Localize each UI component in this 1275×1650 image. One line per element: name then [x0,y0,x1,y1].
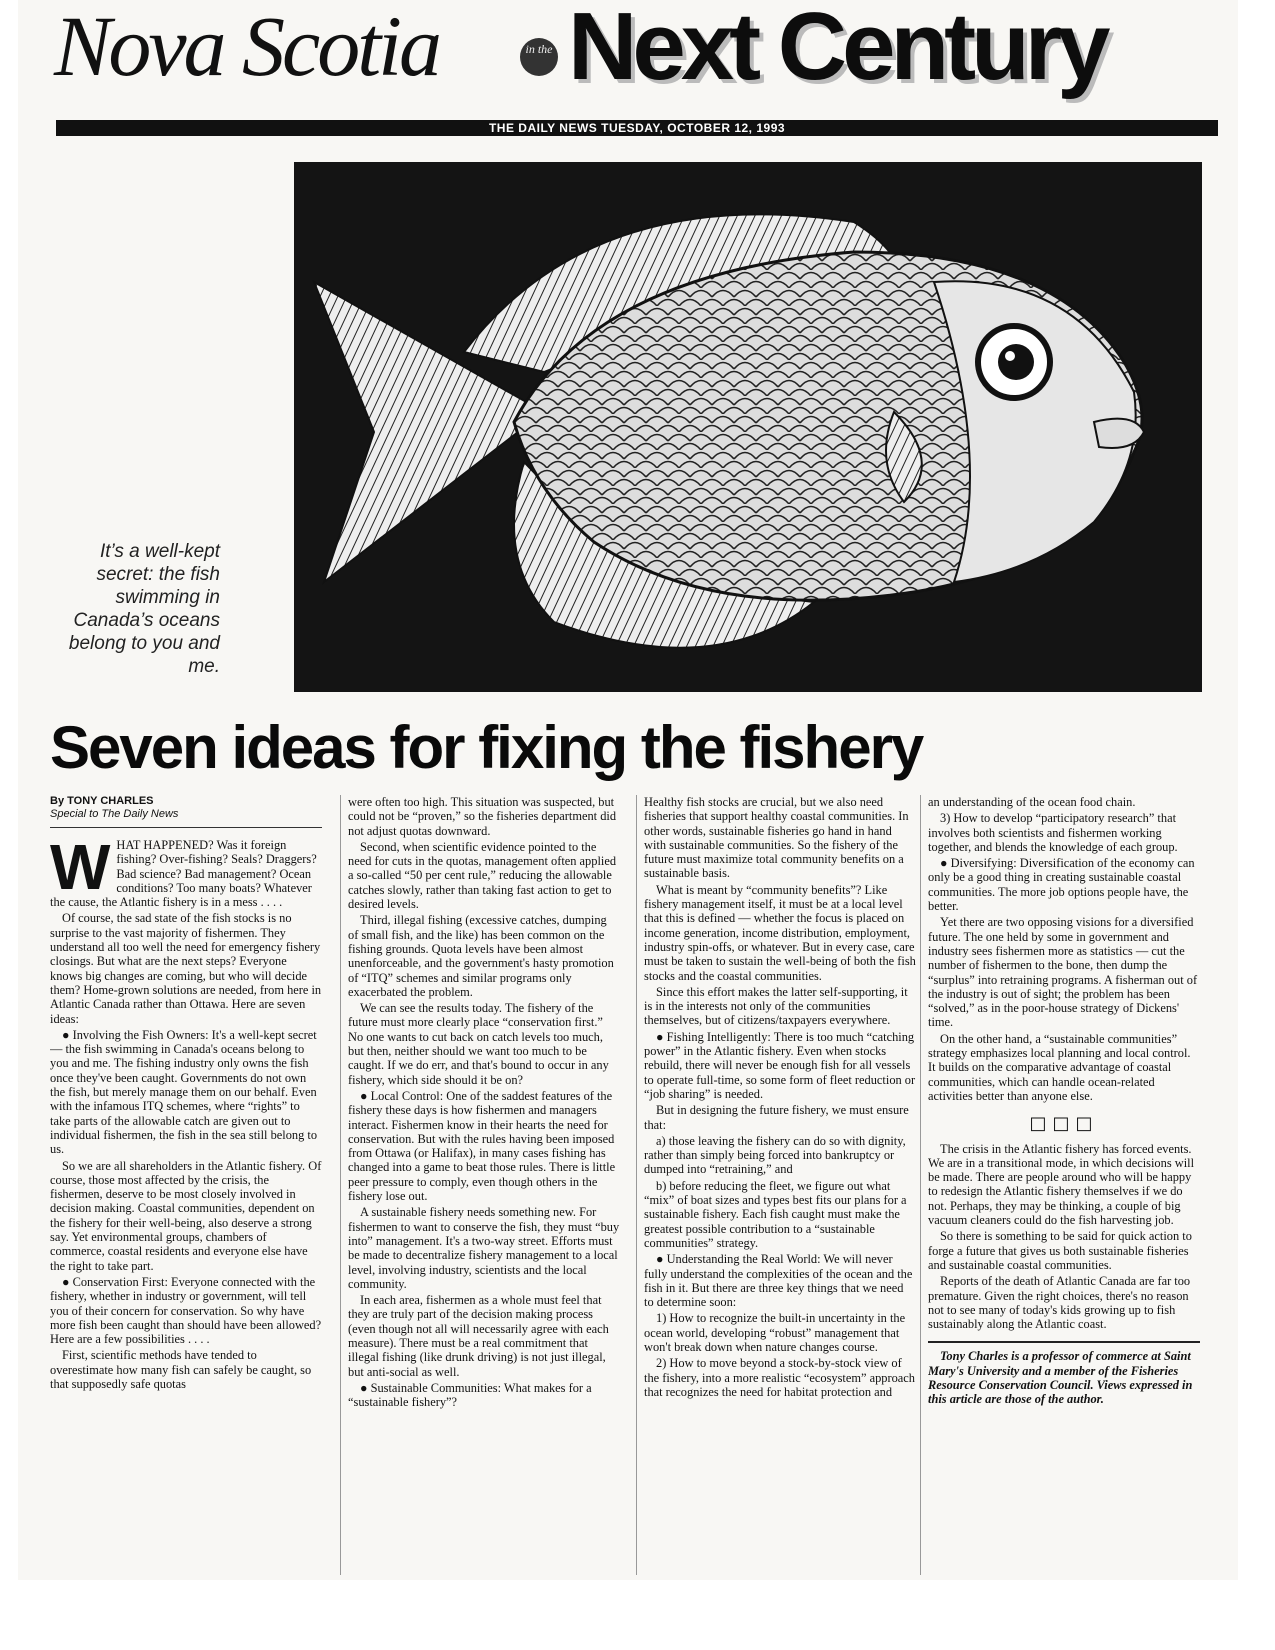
headline: Seven ideas for fixing the fishery [50,714,923,781]
fish-illustration [294,162,1202,692]
paragraph: Of course, the sad state of the fish stocks is no surprise to the vast majority of fishermen. They understand all too well the need for emergency fishery closings. But what are the next steps? Everyone knows big changes are coming, but who will decide them? Home-grown solutions are needed, from here in Atlantic Canada rather than Ottawa. Here are seven ideas: [50,911,322,1026]
masthead-badge: in the [520,38,558,76]
paragraph: ● Fishing Intelligently: There is too much “catching power” in the Atlantic fishery. Even when stocks rebuild, there will never be enough fish for all vessels to operate full-time, so some form of fleet reduction or “job sharing” is needed. [644,1029,916,1101]
paragraph: On the other hand, a “sustainable communities” strategy emphasizes local planning and local control. It builds on the comparative advantage of coastal communities, which can handle ocean-related activities better than anyone else. [928,1031,1191,1103]
dateline-bar: THE DAILY NEWS TUESDAY, OCTOBER 12, 1993 [56,120,1218,136]
paragraph: Second, when scientific evidence pointed to the need for cuts in the quotas, management often applied a so-called “50 per cent rule,” reducing the allowable catches slowly, rather than taking fast action to get to desired levels. [348,839,617,912]
byline-role: Special to The Daily News [50,808,322,828]
paragraph: an understanding of the ocean food chain. [928,795,1136,809]
masthead-next-century: Next Century [568,0,1106,100]
section-separator: □□□ [1029,1113,1099,1135]
paragraph: Healthy fish stocks are crucial, but we also need fisheries that support healthy coastal communities. In other words, sustainable fisheries go hand in hand with sustainable communities. So the fishery of the future must maximize total community benefits on a sustainable basis. [644,795,909,881]
byline-author: By TONY CHARLES [50,795,154,807]
masthead-nova-scotia: Nova Scotia [54,0,439,94]
masthead [50,0,1210,115]
paragraph: b) before reducing the fleet, we figure out what “mix” of boat sizes and types best fits our plans for a sustainable fishery. Each fish caught must make the greatest possible contribution to a “sustainable communities” strategy. [644,1178,907,1250]
paragraph: But in designing the future fishery, we must ensure that: [644,1103,909,1132]
paragraph: We can see the results today. The fishery of the future must more clearly place “conservation first.” No one wants to cut back on catch levels too much, but then, neither should we want too much to be caught. If we do err, and that's bound to occur in any fishery, which side should it be on? [348,1001,609,1087]
paragraph: a) those leaving the fishery can do so with dignity, rather than simply being forced into bankruptcy or dumped into “retraining,” and [644,1133,906,1177]
paragraph: 3) How to develop “participatory research” that involves both scientists and fishermen working together, and blends the knowledge of each group. [928,811,1178,854]
author-bio [928,1341,1200,1406]
paragraph: Third, illegal fishing (excessive catches, dumping of small fish, and the like) has been common on the fishing grounds. Quota levels have been almost unenforceable, and the government's hasty promotion of “ITQ” schemes and similar programs only exacerbated the problem. [348,913,614,999]
paragraph: ● Sustainable Communities: What makes for a “sustainable fishery”? [348,1380,592,1410]
paragraph: So we are all shareholders in the Atlantic fishery. Of course, those most affected by the crisis, the fishermen, deserve to be most closely involved in decision making. Coastal communities, dependent on the fishery for their well-being, also deserve a strong say. Yet environmental groups, chambers of commerce, coastal residents and everyone else have the right to take part. [50,1158,322,1273]
article-column-3 [644,795,916,1575]
article-column-1 [50,795,322,1575]
paragraph: So there is something to be said for quick action to forge a future that gives us both sustainable fisheries and sustainable coastal communities. [928,1229,1192,1272]
paragraph: A sustainable fishery needs something new. For fishermen to want to conserve the fish, they must “buy into” management. It's a two-way street. Efforts must be made to decentralize fishery management to a local level, involving industry, scientists and the local community. [348,1205,620,1291]
article-column-4 [928,795,1200,1575]
paragraph: ● Diversifying: Diversification of the economy can only be a good thing in creating sustainable coastal communities. The more job options people have, the better. [928,856,1195,914]
paragraph: ● Understanding the Real World: We will never fully understand the complexities of the ocean and the fish in it. But there are three key things that we need to determine soon: [644,1252,913,1310]
paragraph: First, scientific methods have tended to overestimate how many fish can safely be caught, so that supposedly safe quotas [50,1348,312,1391]
fish-icon [294,162,1202,692]
paragraph: Since this effort makes the latter self-supporting, it is in the interests not only of the communities themselves, but of citizens/taxpayers everywhere. [644,984,908,1028]
paragraph: The crisis in the Atlantic fishery has forced events. We are in a transitional mode, in which decisions will be made. There are people around who will be happy to redesign the Atlantic fishery themselves if we do not. Perhaps, they may be thinking, a couple of big vacuum cleaners could do the fish harvesting job. [928,1141,1195,1228]
paragraph: 1) How to recognize the built-in uncertainty in the ocean world, developing “robust” management that won't break down when nature changes course. [644,1311,906,1354]
paragraph: In each area, fishermen as a whole must feel that they are truly part of the decision making process (even though not all will necessarily agree with each measure). There must be a real commitment that illegal fishing (like drunk driving) is not just illegal, but anti-social as well. [348,1293,609,1379]
paragraph: Yet there are two opposing visions for a diversified future. The one held by some in government and industry sees fishermen more as statistics — cut the number of fishermen to the bone, then dump the “surplus” into retraining programs. A fisherman out of the industry is out of sight; the problem has been “solved,” as in the poor-house strategy of Dickens' time. [928,915,1198,1030]
author-bio-text: Tony Charles is a professor of commerce at Saint Mary's University and a member of the Fisheries Resource Conservation Council. Views expressed in this article are those of the author. [928,1349,1193,1407]
paragraph: HAT HAPPENED? Was it foreign fishing? Over-fishing? Seals? Draggers? Bad science? Bad management? Ocean conditions? Too many boats? Whatever the cause, the Atlantic fishery is in a mess . . . . [50,838,317,910]
paragraph: ● Conservation First: Everyone connected with the fishery, whether in industry or government, will tell you of their concern for conservation. So why have more fish been caught than should have been allowed? Here are a few possibilities . . . . [50,1274,322,1347]
paragraph: Reports of the death of Atlantic Canada are far too premature. Given the right choices, there's no reason not to see many of today's kids growing up to fish sustainably along the Atlantic coast. [928,1274,1191,1332]
paragraph: ● Local Control: One of the saddest features of the fishery these days is how fishermen and managers interact. Fishermen know in their hearts the need for conservation. But with the rules having been imposed from Ottawa (or Halifax), in many cases fishing has changed into a game to beat those rules. There is little peer pressure to comply, even though others in the fishery lose out. [348,1088,616,1204]
paragraph: What is meant by “community benefits”? Like fishery management itself, it must be at a local level that this is defined — whether the focus is placed on income generation, income distribution, employment, industry spin-offs, or whatever. But in every case, care must be taken to sustain the well-being of both the fish stocks and the coastal communities. [644,882,916,983]
paragraph: 2) How to move beyond a stock-by-stock view of the fishery, into a more realistic “ecosystem” approach that recognizes the need for habitat protection and [644,1356,915,1399]
article-column-2 [348,795,620,1575]
drop-cap: W [50,831,111,903]
paragraph: were often too high. This situation was suspected, but could not be “proven,” so the fisheries department did not adjust quotas downward. [348,795,617,838]
photo-caption: It’s a well-kept secret: the fish swimming in Canada’s oceans belong to you and me. [68,541,220,677]
paragraph: ● Involving the Fish Owners: It's a well-kept secret — the fish swimming in Canada's oceans belong to you and me. The fishing industry only owns the fish once they've been caught. Governments do not own the fish, but merely manage them on our behalf. Even with the infamous ITQ schemes, where “rights” to take parts of the allowable catch are given out to individual fishermen, the fish in the sea still belong to us. [50,1027,318,1157]
article-body [50,795,1220,1575]
